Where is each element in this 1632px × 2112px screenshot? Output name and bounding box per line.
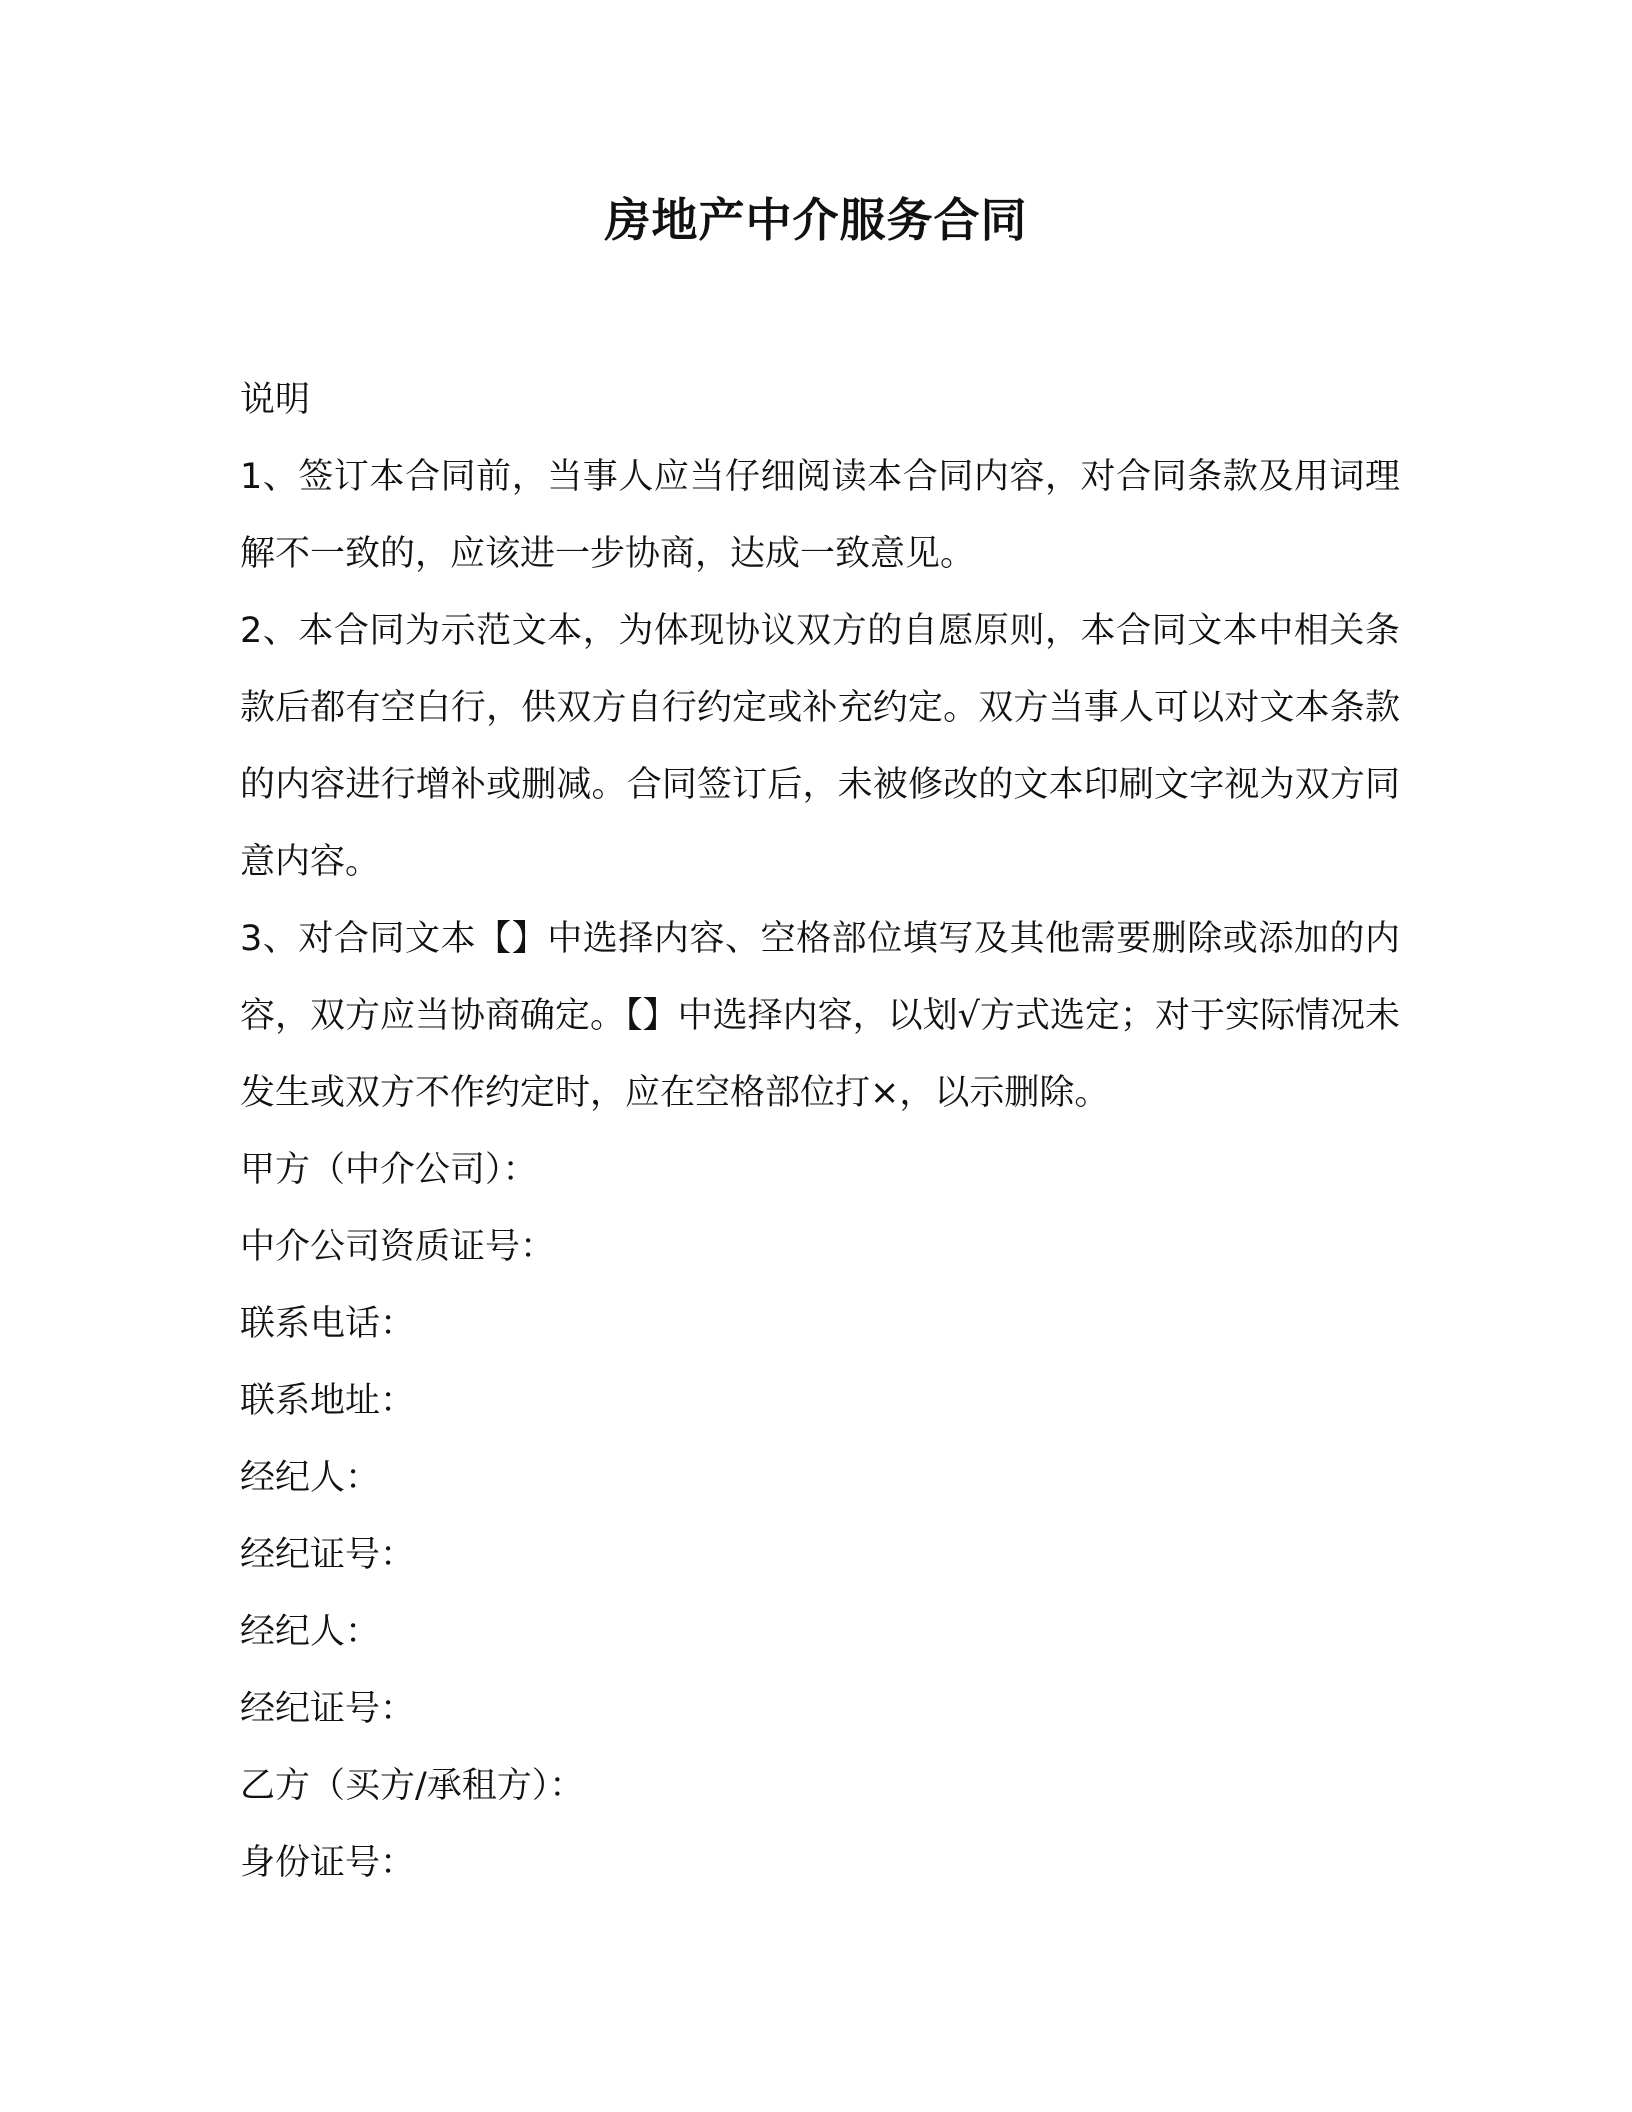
field-party-a: 甲方（中介公司）： bbox=[240, 1150, 538, 1190]
document-title: 房地产中介服务合同 bbox=[604, 193, 1028, 247]
note-item-2: 2、本合同为示范文本，为体现协议双方的自愿原则，本合同文本中相关条款后都有空白行，供双方自行约定或补充约定。双方当事人可以对文本条款的内容进行增补或删减。合同签订后，未被修改的文本印刷文字视为双方同意内容。 bbox=[240, 611, 1400, 882]
field-agent-license-2: 经纪证号： bbox=[240, 1689, 416, 1729]
notes-heading: 说明 bbox=[240, 380, 311, 420]
note-item-1: 1、签订本合同前，当事人应当仔细阅读本合同内容，对合同条款及用词理解不一致的，应该进一步协商，达成一致意见。 bbox=[240, 457, 1400, 574]
field-phone: 联系电话： bbox=[240, 1304, 416, 1344]
field-agent-license-1: 经纪证号： bbox=[240, 1535, 416, 1575]
note-item-3: 3、对合同文本【】中选择内容、空格部位填写及其他需要删除或添加的内容，双方应当协商确定。【】中选择内容，以划√方式选定；对于实际情况未发生或双方不作约定时，应在空格部位打×，以示删除。 bbox=[240, 919, 1400, 1113]
field-party-b: 乙方（买方/承租方）： bbox=[240, 1766, 585, 1806]
field-agent-1: 经纪人： bbox=[240, 1458, 381, 1498]
field-id-number: 身份证号： bbox=[240, 1843, 416, 1883]
field-agent-2: 经纪人： bbox=[240, 1612, 381, 1652]
field-address: 联系地址： bbox=[240, 1381, 416, 1421]
document-body bbox=[240, 362, 1400, 1902]
field-agency-license-no: 中介公司资质证号： bbox=[240, 1227, 556, 1267]
